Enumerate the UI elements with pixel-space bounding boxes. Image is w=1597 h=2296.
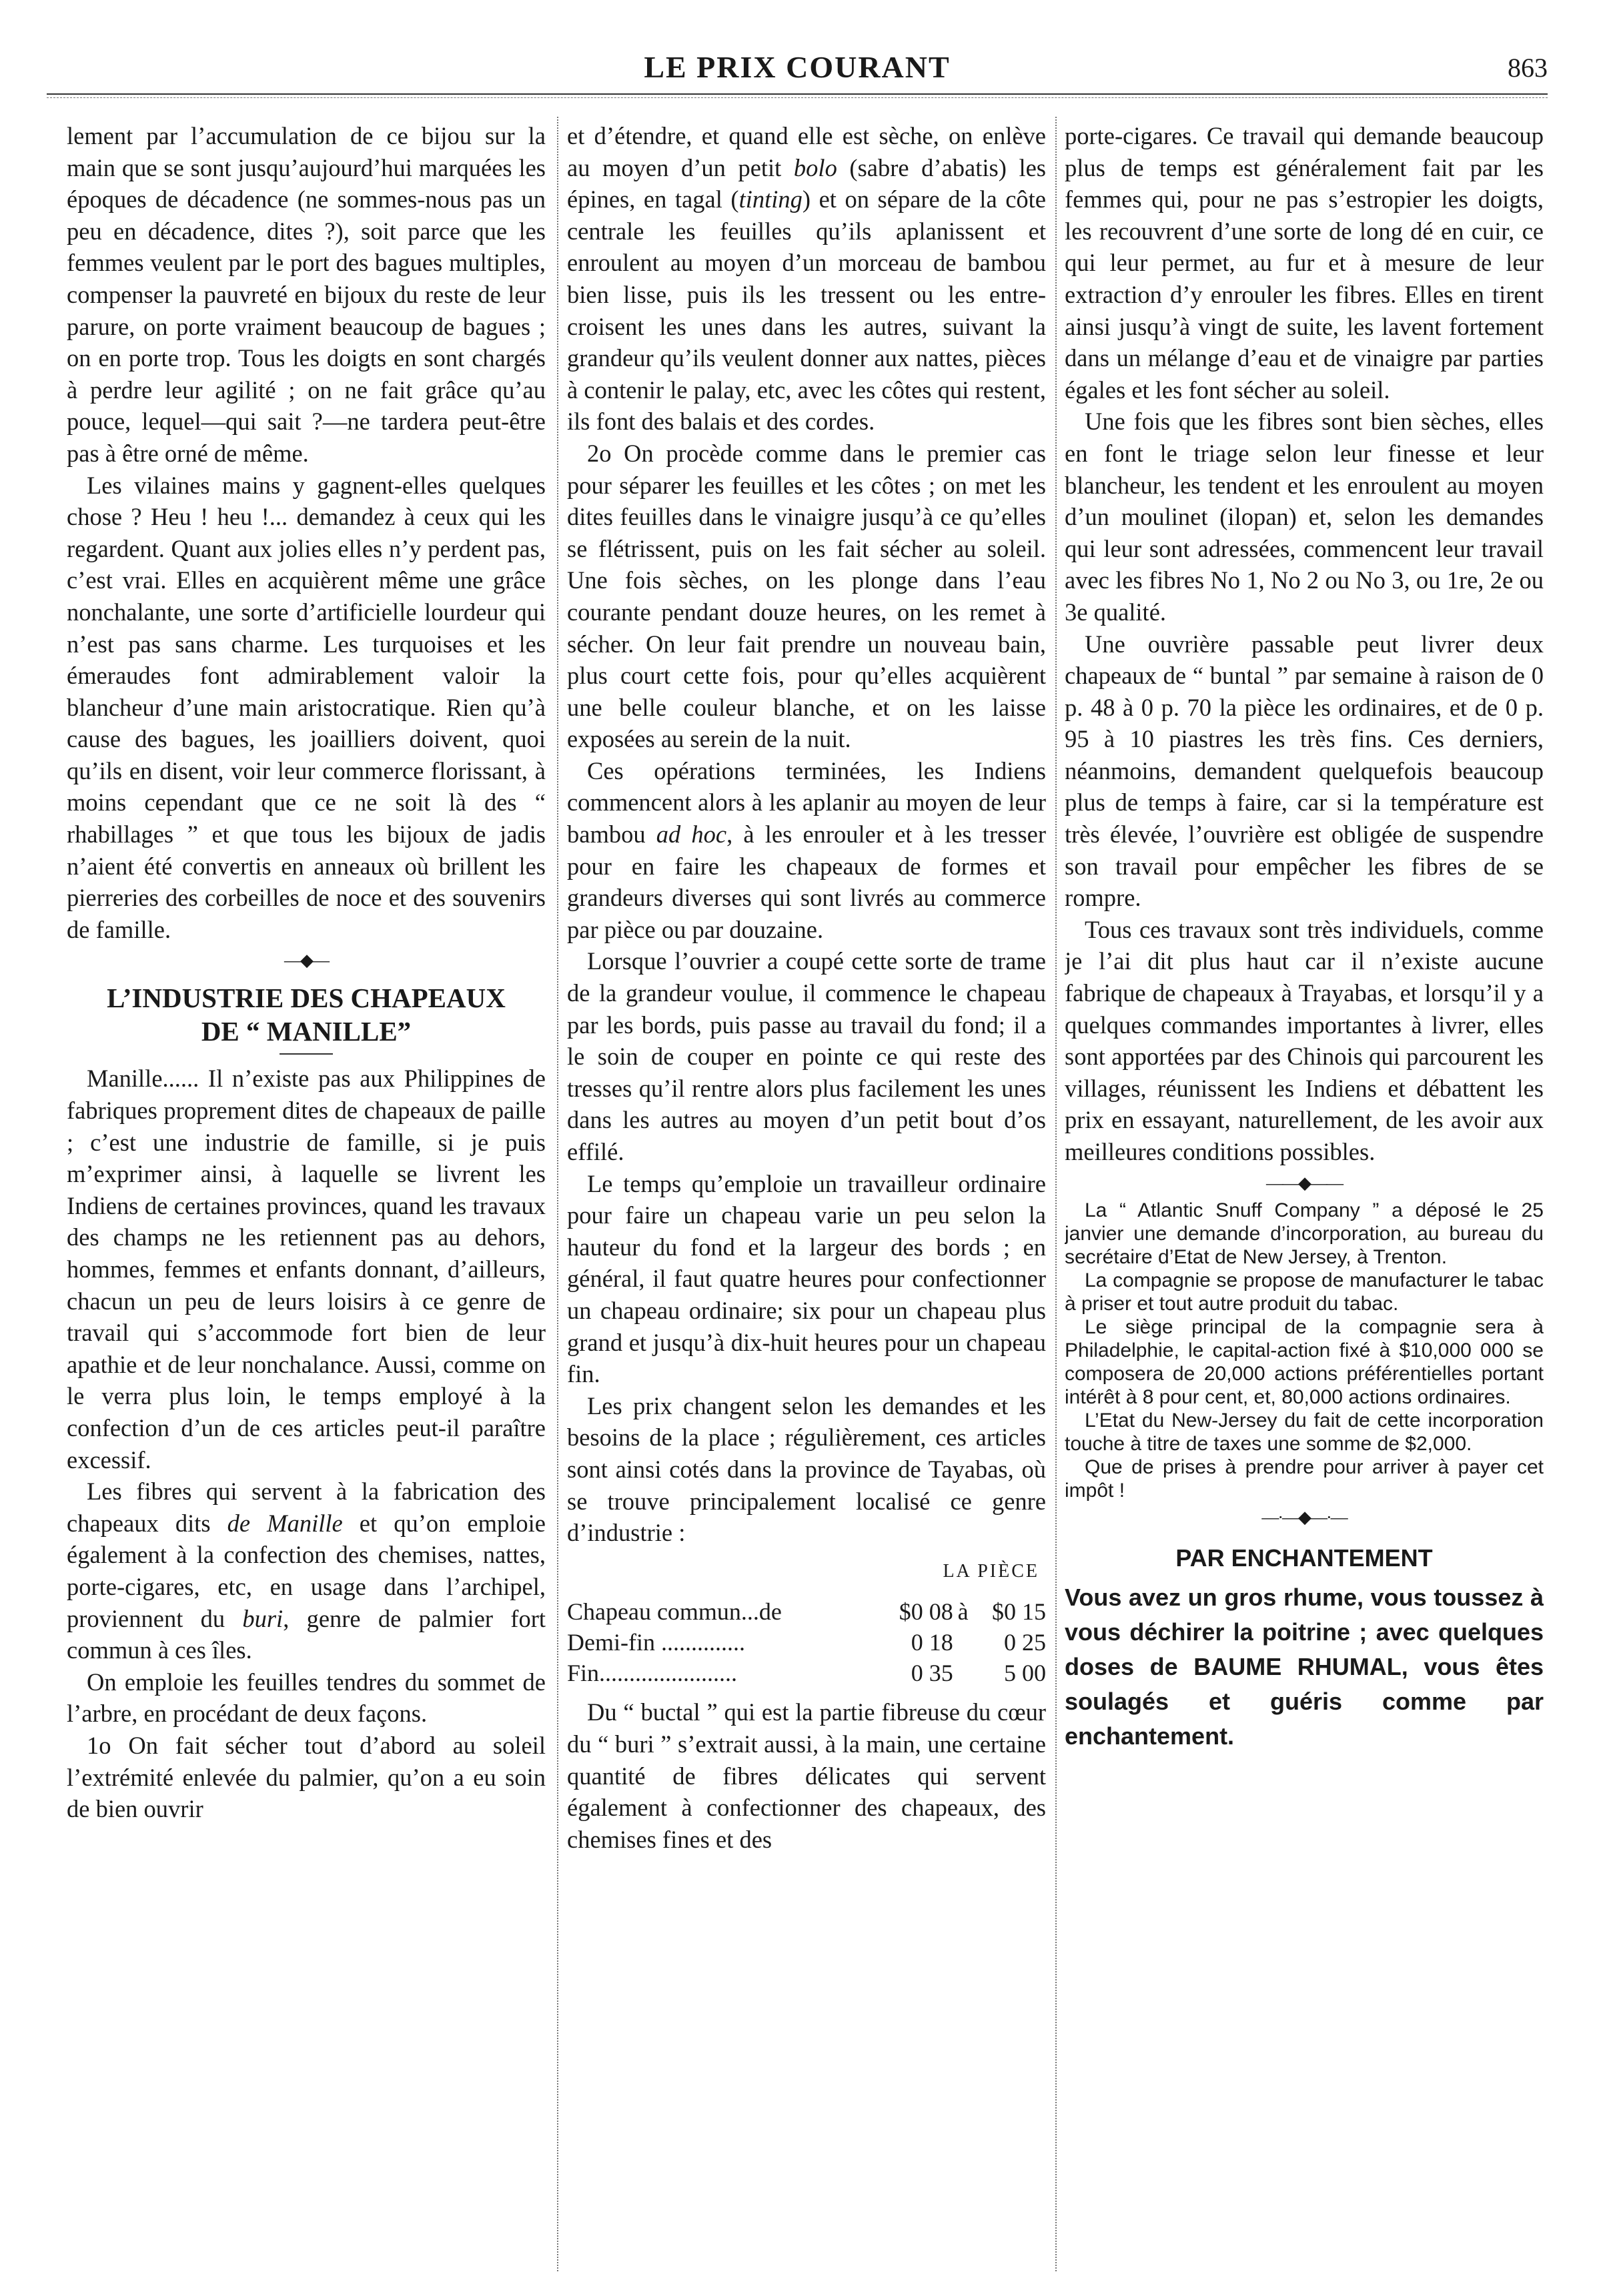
text-run: Vous avez un gros rhume, vous toussez à vous déchirer la poitrine ; avec quelques doses de — [1065, 1584, 1544, 1681]
table-row — [567, 1658, 1046, 1688]
article-title-line: DE “ MANILLE” — [201, 1016, 412, 1047]
paragraph: On emploie les feuilles tendres du sommet de l’arbre, en procédant de deux façons. — [67, 1668, 546, 1728]
price-table-header: LA PIÈCE — [943, 1560, 1039, 1582]
publication-title: LE PRIX COURANT — [644, 50, 951, 84]
notice-paragraph: La compagnie se propose de manufacturer le tabac à priser et tout autre produit du tabac. — [1065, 1269, 1544, 1315]
paragraph: Une fois que les fibres sont bien sèches, elles en font le triage selon leur finesse et leur blancheur, les tendent et les enroulent au moyen d’un moulinet (ilopan) et, selon les demandes qui leur sont adressées, commencent leur travail avec les fibres No 1, No 2 ou No 3, ou 1re, 2e ou 3e qualité. — [1065, 408, 1544, 626]
price-label: Fin....................... — [567, 1660, 738, 1687]
table-row — [567, 1596, 1046, 1627]
advertisement-title: PAR ENCHANTEMENT — [1175, 1544, 1433, 1572]
article-title — [67, 981, 546, 1048]
notice-paragraph: Que de prises à prendre pour arriver à payer cet impôt ! — [1065, 1456, 1544, 1502]
paragraph: Les prix changent selon les demandes et les besoins de la place ; régulièrement, ces articles sont ainsi cotés dans la province de Tayabas, où se trouve principalement localisé ce genre d’industrie : — [567, 1391, 1046, 1547]
paragraph — [67, 1476, 546, 1666]
notice-paragraph: L’Etat du New-Jersey du fait de cette incorporation touche à titre de taxes une somme de $2,000. — [1065, 1409, 1544, 1455]
paragraph: Du “ buctal ” qui est la partie fibreuse du cœur du “ buri ” s’extrait aussi, à la main, une certaine quantité de fibres délicates qui servent également à confectionner des chapeaux, des chemises fines et des — [567, 1698, 1046, 1853]
text-run: Ces opérations terminées, les Indiens commencent alors à les aplanir au moyen de leur bambou — [567, 756, 1046, 848]
price-table — [567, 1596, 1046, 1688]
price-low: 0 18 — [911, 1629, 953, 1656]
title-rule — [280, 1053, 333, 1055]
text-run: et d’étendre, et quand elle est sèche, on enlève au moyen d’un petit — [567, 122, 1046, 181]
price-sep: à — [957, 1598, 969, 1626]
advertisement-body — [1065, 1580, 1544, 1754]
price-sep — [953, 1658, 969, 1688]
column-divider — [557, 117, 558, 2271]
paragraph — [567, 120, 1046, 438]
text-run: Les fibres qui servent à la fabrication des chapeaux dits — [67, 1478, 546, 1537]
paragraph: Manille...... Il n’existe pas aux Philippines de fabriques proprement dites de chapeaux de paille ; c’est une industrie de famille, si je puis m’exprimer ainsi, à laquelle se livrent les Indiens de certaines provinces, quand les travaux des champs ne les retiennent pas au dehors, hommes, femmes et enfants donnant, d’ailleurs, chacun un peu de leurs loisirs à ce genre de travail qui s’accommode fort bien de leur apathie et de leur nonchalance. Aussi, comme on le verra plus loin, le temps employé à la confection d’un de ces articles peut-il paraître excessif. — [67, 1065, 546, 1474]
paragraph: Lorsque l’ouvrier a coupé cette sorte de trame de la grandeur voulue, il commence le chapeau par les bords, puis passe au travail du fond; il a le soin de couper en pointe ce qui reste des tresses qu’il rentre alors plus facilement les unes dans les autres au moyen d’un petit bout d’os effilé. — [567, 947, 1046, 1165]
separator-ornament: ——◆—— — [1266, 1173, 1342, 1193]
paragraph: 1o On fait sécher tout d’abord au soleil l’extrémité enlevée du palmier, qu’on a eu soin de bien ouvrir — [67, 1731, 546, 1823]
column-1 — [67, 120, 546, 2261]
paragraph: Tous ces travaux sont très individuels, comme je l’ai dit plus haut car il n’existe aucune fabrique de chapeaux à Trayabas, et lorsqu’il y a quelques commandes importantes à livrer, elles sont apportées par des Chinois qui parcourent les villages, réunissent les Indiens et débattent les prix en essayant, naturellement, de les avoir aux meilleures conditions possibles. — [1065, 915, 1544, 1165]
separator-ornament: —·—◆—·— — [1261, 1507, 1347, 1527]
price-low: $0 08 — [899, 1598, 953, 1626]
price-label: Demi-fin .............. — [567, 1629, 745, 1656]
italic-run: tinting — [738, 185, 803, 213]
text-run: ) et on sépare de la côte centrale les feuilles qu’ils aplanissent et enroulent au moyen d’un morceau de bambou bien lisse, puis ils les tressent ou les entre-croisent les unes dans les autres, suivant la grandeur qu’ils veulent donner aux nattes, pièces à contenir le palay, etc, avec les côtes qui restent, ils font des balais et des cordes. — [567, 185, 1046, 436]
italic-run: bolo — [793, 153, 837, 181]
paragraph: Le temps qu’emploie un travailleur ordinaire pour faire un chapeau varie un peu selon la hauteur du fond et la largeur des bords ; en général, il faut quatre heures pour confectionner un chapeau ordinaire; six pour un chapeau plus grand et jusqu’à dix-huit heures pour un chapeau fin. — [567, 1169, 1046, 1388]
page-header — [47, 47, 1548, 88]
notice-paragraph: La “ Atlantic Snuff Company ” a déposé le 25 janvier une demande d’incorporation, au bureau du secrétaire d’Etat de New Jersey, à Trenton. — [1065, 1199, 1544, 1268]
text-run: et qu’on emploie également à la confection des chemises, nattes, porte-cigares, etc, en usage dans l’archipel, proviennent du — [67, 1509, 546, 1632]
paragraph: Une ouvrière passable peut livrer deux chapeaux de “ buntal ” par semaine à raison de 0 p. 48 à 0 p. 70 la pièce les ordinaires, et de 0 p. 95 à 10 piastres les très fins. Ces derniers, néanmoins, demandent quelquefois beaucoup plus de temps à faire, car si la température est très élevée, l’ouvrière est obligée de suspendre son travail pour empêcher les fibres de se rompre. — [1065, 630, 1544, 912]
text-run: , à les enrouler et à les tresser pour en faire les chapeaux de formes et grandeurs diverses qui sont livrés au commerce par pièce ou par douzaine. — [567, 820, 1046, 943]
text-run: , vous êtes soulagés et guéris comme par enchantement. — [1065, 1653, 1544, 1750]
column-2 — [567, 120, 1046, 2261]
brand-name: BAUME RHUMAL — [1193, 1653, 1402, 1681]
paragraph: 2o On procède comme dans le premier cas pour séparer les feuilles et les côtes ; on met les dites feuilles dans le vinaigre jusqu’à ce qu’elles se flétrissent, puis on les fait sécher au soleil. Une fois sèches, on les plonge dans l’eau courante pendant douze heures, on les remet à sécher. On leur fait prendre un nouveau bain, plus court cette fois, pour qu’elles acquièrent une belle couleur blanche, et on les laisse exposées au serein de la nuit. — [567, 439, 1046, 753]
paragraph: lement par l’accumulation de ce bijou sur la main que se sont jusqu’aujourd’hui marquées les époques de décadence (ne sommes-nous pas un peu en décadence, dites ?), soit parce que les femmes veulent par le port des bagues multiples, compenser la pauvreté en bijoux du reste de leur parure, on porte vraiment beaucoup de bagues ; on en porte trop. Tous les doigts en sont chargés à perdre leur agilité ; on ne fait grâce qu’au pouce, lequel—qui sait ?—ne tardera peut-être pas à être orné de même. — [67, 122, 546, 467]
article-title-line: L’INDUSTRIE DES CHAPEAUX — [107, 983, 506, 1014]
paragraph: porte-cigares. Ce travail qui demande beaucoup plus de temps est généralement fait par les femmes qui, pour ne pas s’estropier les doigts, les recouvrent d’une sorte de long dé en cuir, ce qui leur permet, au fur et à mesure de leur extraction d’y enrouler les fibres. Elles en tirent ainsi jusqu’à vingt de suite, les lavent fortement dans un mélange d’eau et de vinaigre par parties égales et les font sécher au soleil. — [1065, 122, 1544, 404]
italic-run: buri — [242, 1604, 284, 1632]
header-rule — [47, 93, 1548, 98]
column-3 — [1065, 120, 1544, 2261]
table-row — [567, 1627, 1046, 1658]
company-notice — [1065, 1199, 1544, 1502]
price-high: 5 00 — [1004, 1660, 1046, 1687]
column-divider — [1055, 117, 1057, 2271]
text-run: , genre de palmier fort commun à ces îles. — [67, 1604, 546, 1664]
italic-run: de Manille — [227, 1509, 343, 1537]
text-run: (sabre d’abatis) les épines, en tagal ( — [567, 153, 1046, 213]
notice-paragraph: Le siège principal de la compagnie sera à Philadelphie, le capital-action fixé à $10,000 000 se composera de 20,000 actions préférentielles portant intérêt à 8 pour cent, et, 80,000 actions ordinaires. — [1065, 1315, 1544, 1408]
price-high: $0 15 — [992, 1598, 1046, 1626]
price-high: 0 25 — [1004, 1629, 1046, 1656]
separator-ornament: —◆— — [284, 951, 328, 971]
paragraph: Les vilaines mains y gagnent-elles quelques chose ? Heu ! heu !... demandez à ceux qui les regardent. Quant aux jolies elles n’y perdent pas, c’est vrai. Elles en acquièrent même une grâce nonchalante, une sorte d’artificielle lourdeur qui n’est pas sans charme. Les turquoises et les émeraudes font admirablement valoir la blancheur d’une main aristocratique. Rien qu’à cause des bagues, les joailliers doivent, quoi qu’ils en disent, voir leur commerce florissant, à moins cependant que ce ne soit là des “ rhabillages ” et que tous les bijoux de jadis n’aient été convertis en anneaux où brillent les pierreries des corbeilles de noce et des souvenirs de famille. — [67, 471, 546, 943]
italic-run: ad hoc — [656, 820, 727, 848]
paragraph — [567, 755, 1046, 946]
price-sep — [953, 1627, 969, 1658]
price-low: 0 35 — [911, 1660, 953, 1687]
price-label: Chapeau commun...de — [567, 1598, 782, 1626]
page-number: 863 — [1508, 53, 1548, 83]
